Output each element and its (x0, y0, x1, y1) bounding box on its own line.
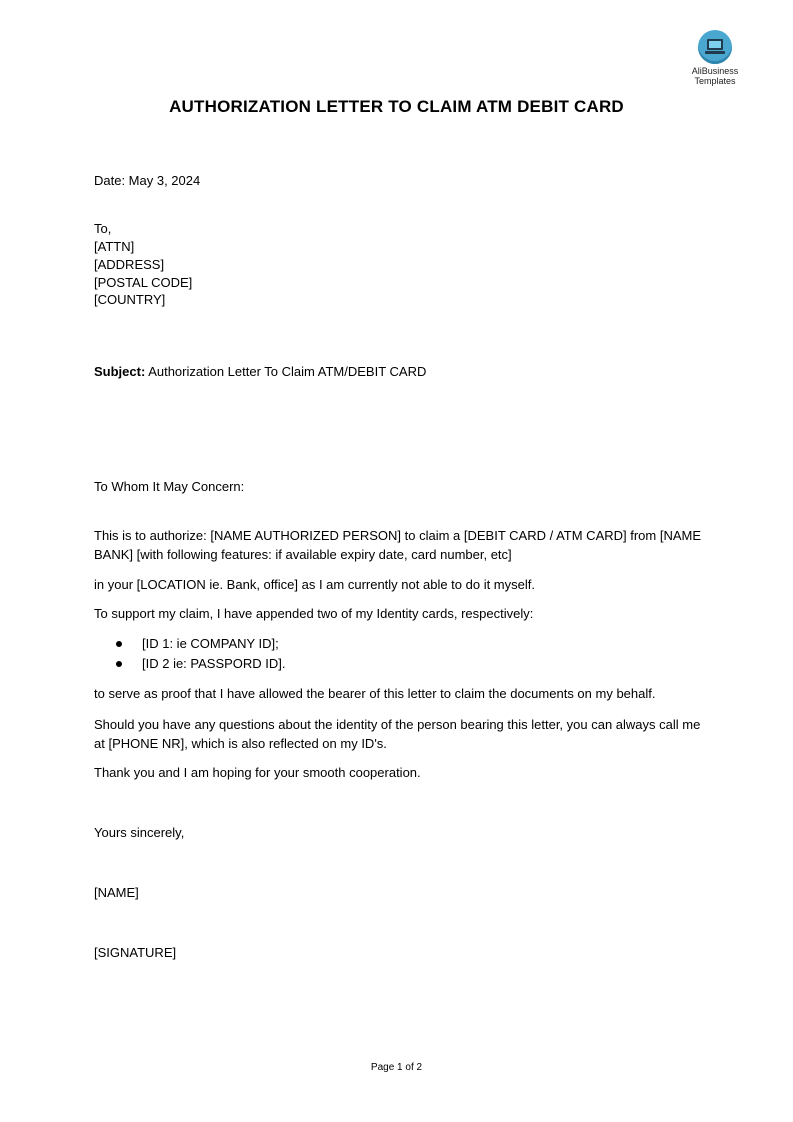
logo-text-line2: Templates (694, 76, 736, 86)
body-paragraph-4: to serve as proof that I have allowed the bearer of this letter to claim the documents on my behalf. (94, 686, 656, 701)
salutation: To Whom It May Concern: (94, 479, 245, 494)
signature-placeholder: [SIGNATURE] (94, 945, 177, 960)
body-paragraph-6: Thank you and I am hoping for your smooth cooperation. (94, 765, 421, 780)
subject-line (94, 363, 426, 381)
bullet-icon (116, 661, 122, 667)
brand-logo (684, 30, 746, 86)
page-number-footer: Page 1 of 2 (370, 1062, 423, 1073)
recipient-attn: [ATTN] (94, 239, 135, 254)
body-paragraph-5: Should you have any questions about the identity of the person bearing this letter, you can always call me at [PHONE NR], which is also reflected on my ID's. (94, 717, 701, 751)
body-paragraph-1: This is to authorize: [NAME AUTHORIZED PERSON] to claim a [DEBIT CARD / ATM CARD] from [NAME BANK] [with following features: if available expiry date, card number, etc] (94, 528, 702, 562)
document-title: AUTHORIZATION LETTER TO CLAIM ATM DEBIT CARD (169, 97, 624, 116)
bullet-icon (116, 641, 122, 647)
list-item-text: [ID 1: ie COMPANY ID]; (142, 636, 279, 651)
laptop-icon (698, 30, 732, 64)
recipient-country: [COUNTRY] (94, 292, 166, 307)
body-paragraph-3: To support my claim, I have appended two of my Identity cards, respectively: (94, 606, 534, 621)
date-line: Date: May 3, 2024 (94, 173, 201, 188)
sender-name: [NAME] (94, 885, 139, 900)
list-item-text: [ID 2 ie: PASSPORD ID]. (142, 656, 286, 671)
list-item (116, 635, 279, 653)
recipient-postal-code: [POSTAL CODE] (94, 275, 193, 290)
recipient-address: [ADDRESS] (94, 257, 165, 272)
closing: Yours sincerely, (94, 825, 185, 840)
list-item (116, 655, 286, 673)
recipient-to: To, (94, 221, 112, 236)
subject-label: Subject: (94, 364, 146, 379)
subject-text: Authorization Letter To Claim ATM/DEBIT CARD (145, 364, 427, 379)
logo-text-line1: AliBusiness (691, 66, 739, 76)
body-paragraph-2: in your [LOCATION ie. Bank, office] as I am currently not able to do it myself. (94, 577, 535, 592)
